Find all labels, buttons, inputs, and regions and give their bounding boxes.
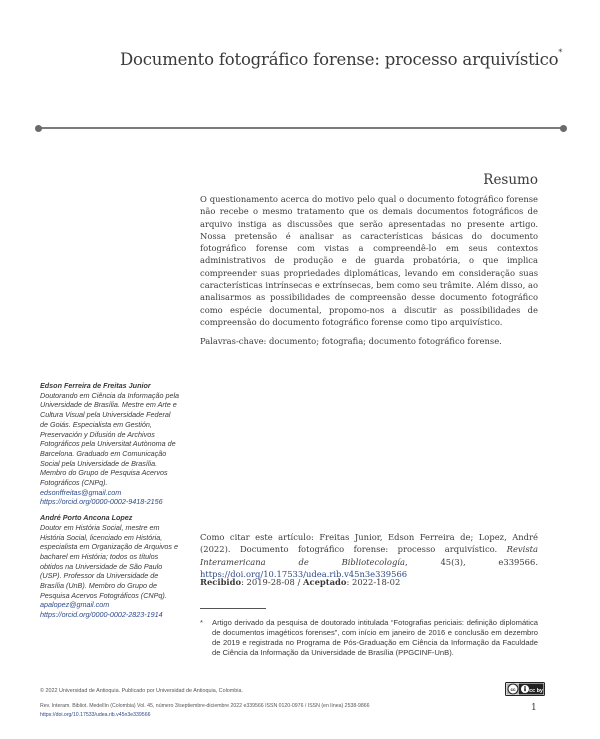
abstract-text: O questionamento acerca do motivo pelo qual o documento fotográfico forense não recebe o mesmo tratamento que os demais documentos fotográficos de arquivo instiga as discussões que serão apresentadas no presente artigo. Nossa pretensão é analisar as características básicas do documento fotográfico forense com vistas a compreendê-lo em seus contextos administrativos de produção e de guarda probatória, o que implica compreender suas propriedades diplomáticas, levando em consideração suas características intrínsecas e extrínsecas, bem como seu trâmite. Além disso, ao analisarmos as possibilidades de compreensão desse documento fotográfico como espécie documental, propomo-nos a discutir as possibilidades de compreensão do documento fotográfico forense como tipo arquivístico.: [200, 194, 538, 327]
dates-line: [200, 577, 400, 587]
cc-by-license-icon[interactable]: [505, 682, 545, 696]
keywords: Palavras-chave: documento; fotografia; documento fotográfico forense.: [200, 336, 502, 346]
author-block-1: [40, 381, 180, 507]
author-block-2: [40, 513, 180, 620]
citation-journal: Revista Interamericana de Bibliotecología: [200, 544, 538, 567]
author-email-link[interactable]: edsonffreitas@gmail.com: [40, 487, 122, 497]
article-title: [120, 48, 563, 69]
header-rule: [38, 127, 564, 129]
page-number: 1: [531, 703, 537, 713]
footnote-mark: *: [200, 618, 203, 627]
journal-meta-line: Rev. Interam. Bibliot. Medellín (Colombia) Vol. 45, número 3/septiembre-diciembre 2022 e339566 ISSN 0120-0976 / ISSN (en línea) 2538-9866: [40, 703, 370, 709]
author-email-link[interactable]: apalopez@gmail.com: [40, 600, 110, 610]
author-name: André Porto Ancona Lopez: [40, 513, 133, 523]
title-footnote-mark: *: [558, 48, 563, 57]
author-orcid-link[interactable]: https://orcid.org/0000-0002-2823-1914: [40, 610, 163, 620]
citation-lead: Como citar este artículo: Freitas Junior, Edson Ferreira de; Lopez, André (2022). Documento fotográfico forense: processo arquivístico.: [200, 532, 538, 555]
citation-block: [200, 531, 538, 580]
footnote-text: Artigo derivado da pesquisa de doutorado intitulada “Fotografias periciais: definição diplomática de documentos imagéticos forenses”, com início em janeiro de 2016 e conclusão em dezembro de 2019 e registrada no Programa de Pós-Graduação em Ciência da Informação da Faculdade de Ciência da Informação da Universidade de Brasília (PPGCINF-UnB).: [212, 618, 538, 658]
article-title-text: Documento fotográfico forense: processo arquivístico: [120, 50, 559, 69]
received-date: : 2019-28-08 /: [241, 577, 303, 587]
footnote: [200, 618, 538, 658]
received-label: Recibido: [200, 577, 242, 587]
citation-doi-link[interactable]: https://doi.org/10.17533/udea.rib.v45n3e339566: [200, 568, 408, 579]
author-sidebar: [40, 381, 180, 626]
author-name: Edson Ferreira de Freitas Junior: [40, 381, 151, 390]
footer-doi-link[interactable]: https://doi.org/10.17533/udea.rib.v45n3e339566: [40, 712, 151, 718]
rule-dot-right: [560, 125, 567, 132]
accepted-date: : 2022-18-02: [346, 577, 401, 587]
svg-text:cc: cc: [510, 686, 516, 692]
author-bio: Doutor em História Social, mestre em História Social, licenciado em História, especialista em Organização de Arquivos e bacharel em História; todos os títulos obtidos na Universidade de São Paulo (USP). Professor da Universidade de Brasília (UnB). Membro do Grupo de Pesquisa Acervos Fotográficos (CNPq).: [40, 522, 178, 600]
accepted-label: Aceptado: [302, 577, 347, 587]
author-bio: Doutorando em Ciência da Informação pela Universidade de Brasília. Mestre em Arte e Cultura Visual pela Universidade Federal de Goiás. Especialista em Gestión, Preservación y Difusión de Archivos Fotográficos pela Universitat Autònoma de Barcelona. Graduado em Comunicação Social pela Universidade de Brasília. Membro do Grupo de Pesquisa Acervos Fotográficos (CNPq).: [40, 390, 180, 488]
rule-dot-left: [35, 125, 42, 132]
license-badge-text: cc by: [529, 687, 543, 694]
author-orcid-link[interactable]: https://orcid.org/0000-0002-9418-2156: [40, 497, 163, 507]
abstract-heading: Resumo: [483, 172, 538, 188]
footnote-rule: [200, 608, 266, 609]
citation-volume: , 45(3), e339566.: [404, 556, 538, 567]
copyright-line: © 2022 Universidad de Antioquia. Publicado por Universidad de Antioquia, Colombia.: [40, 688, 243, 694]
